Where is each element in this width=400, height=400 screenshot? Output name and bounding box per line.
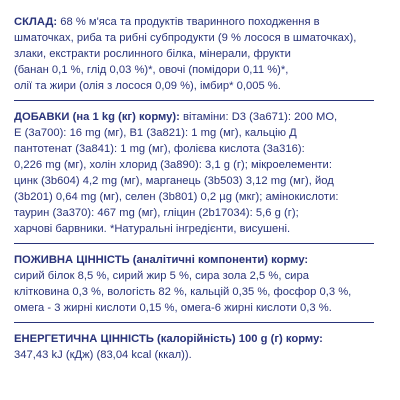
divider <box>14 322 374 323</box>
additives-section <box>14 109 394 237</box>
composition-line-2: шматочках, риба та рибні субпродукти (9 % лосося в шматочках), <box>14 32 357 44</box>
additives-text-1: вітаміни: D3 (3a671): 200 МО, <box>179 111 338 123</box>
composition-line-3: злаки, екстракти рослинного білка, мінерали, фрукти <box>14 48 291 60</box>
composition-line-1 <box>14 14 394 30</box>
additives-line-1 <box>14 109 394 125</box>
energy-section <box>14 331 394 363</box>
composition-text-1: 68 % м'яса та продуктів тваринного походження в <box>57 16 320 28</box>
nutrition-line-1: сирий білок 8,5 %, сирий жир 5 %, сира зола 2,5 %, сира <box>14 270 309 282</box>
composition-line-5: олії та жири (олія з лосося 0,09 %), імбир* 0,005 %. <box>14 80 281 92</box>
composition-line-4: (банан 0,1 %, глід 0,03 %)*, овочі (помідори 0,11 %)*, <box>14 64 289 76</box>
divider <box>14 100 374 101</box>
label-panel <box>14 14 394 363</box>
nutrition-heading: ПОЖИВНА ЦІННІСТЬ (аналітичні компоненти) корму: <box>14 254 309 266</box>
nutrition-line-3: омега - 3 жирні кислоти 0,15 %, омега-6 жирні кислоти 0,3 %. <box>14 302 332 314</box>
additives-line-2: Е (3a700): 16 mg (мг), В1 (3a821): 1 mg (мг), кальцію Д <box>14 127 297 139</box>
composition-section <box>14 14 394 94</box>
additives-line-8: харчові барвники. *Натуральні інгредієнти, висушені. <box>14 223 291 235</box>
energy-line-1: 347,43 kJ (кДж) (83,04 kcal (ккал)). <box>14 349 192 361</box>
divider <box>14 243 374 244</box>
additives-line-5: цинк (3b604) 4,2 mg (мг), марганець (3b503) 3,12 mg (мг), йод <box>14 175 334 187</box>
additives-line-7: таурин (3a370): 467 mg (мг), гліцин (2b17034): 5,6 g (г); <box>14 207 299 219</box>
energy-heading: ЕНЕРГЕТИЧНА ЦІННІСТЬ (калорійність) 100 g (г) корму: <box>14 333 323 345</box>
nutrition-section <box>14 252 394 316</box>
additives-line-6: (3b201) 0,64 mg (мг), селен (3b801) 0,2 µg (мкг); амінокислоти: <box>14 191 339 203</box>
additives-line-3: пантотенат (3a841): 1 mg (мг), фолієва кислота (3a316): <box>14 143 305 155</box>
nutrition-line-2: клітковина 0,3 %, вологість 82 %, кальцій 0,35 %, фосфор 0,3 %, <box>14 286 352 298</box>
additives-heading: ДОБАВКИ (на 1 kg (кг) корму): <box>14 111 180 123</box>
additives-line-4: 0,226 mg (мг), холін хлорид (3a890): 3,1 g (г); мікроелементи: <box>14 159 332 171</box>
composition-heading: СКЛАД: <box>14 16 58 28</box>
